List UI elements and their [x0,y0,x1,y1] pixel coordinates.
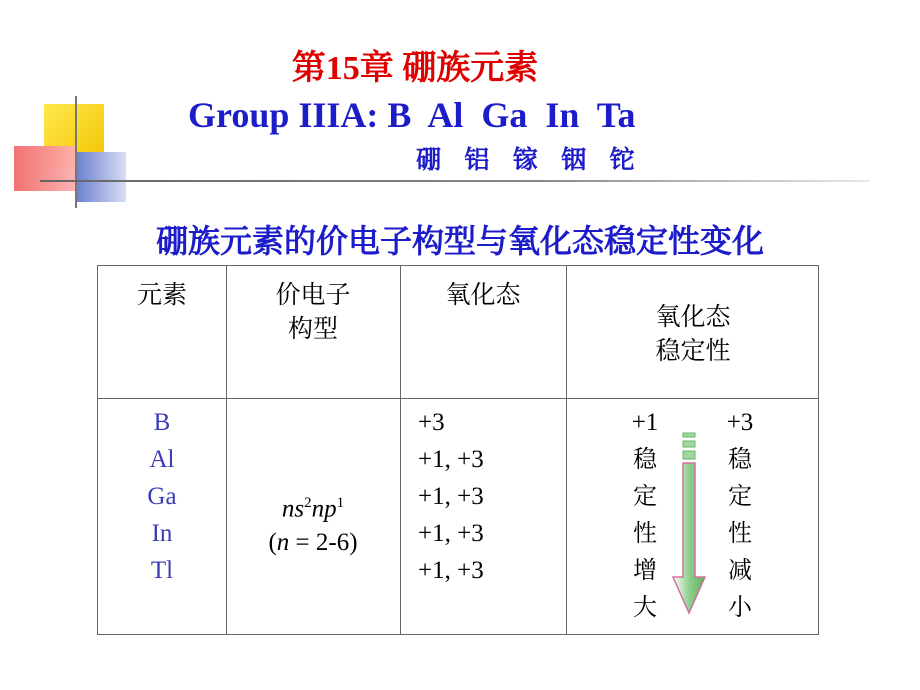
stability-right-column [720,404,760,626]
section-heading: 硼族元素的价电子构型与氧化态稳定性变化 [155,222,764,260]
element-symbol: Tl [150,557,174,584]
header-element: 元素 [136,280,187,309]
config-range [226,526,400,560]
oxidation-state: +3 [418,409,445,436]
config-ns: ns [281,495,305,523]
config-n: n [276,529,290,557]
element-table [97,265,819,635]
header-stability-line2: 稳定性 [655,336,731,365]
config-ns-sup: 2 [304,495,312,511]
decor-horizontal-rule [40,180,870,182]
elements-chinese-names: 硼 铝 镓 铟 铊 [416,145,637,174]
down-arrow-icon [671,431,707,617]
config-range-open: ( [268,529,277,557]
oxidation-state: +1, +3 [418,557,484,584]
element-symbol: Ga [147,483,177,510]
header-oxidation: 氧化态 [445,280,521,309]
stability-left-state: +1 [631,409,659,436]
valence-config [226,486,400,560]
stability-left-column [625,404,665,626]
config-formula [226,486,400,526]
element-symbol: B [153,409,171,436]
element-list [98,404,226,589]
stability-right-char: 定 [728,482,752,510]
header-stability [566,300,820,368]
header-stability-line1: 氧化态 [655,302,731,331]
stability-right-char: 稳 [728,445,752,473]
stability-right-char: 性 [728,519,752,547]
oxidation-state: +1, +3 [418,520,484,547]
table-header-divider [98,398,818,399]
element-symbol: Al [149,446,175,473]
oxidation-state: +1, +3 [418,446,484,473]
header-config [226,278,400,346]
group-title: Group IIIA: B Al Ga In Ta [188,95,636,135]
stability-right-char: 减 [728,556,752,584]
stability-left-char: 定 [633,482,657,510]
oxidation-list [418,404,484,589]
decor-vertical-line [75,96,77,208]
config-range-rest: = 2-6) [289,529,358,557]
stability-left-char: 增 [633,556,657,584]
stability-left-char: 稳 [633,445,657,473]
chapter-title-text: 第15章 硼族元素 [291,50,539,87]
element-symbol: In [151,520,173,547]
header-config-line1: 价电子 [275,280,351,309]
chapter-title [0,40,920,89]
config-np-sup: 1 [336,495,345,511]
decor-blue-square [76,152,126,202]
header-config-line2: 构型 [287,314,338,343]
stability-right-char: 小 [728,593,752,621]
table-divider [400,266,401,634]
config-np: np [311,495,337,523]
oxidation-state: +1, +3 [418,483,484,510]
stability-left-char: 大 [633,593,657,621]
stability-left-char: 性 [633,519,657,547]
decor-red-square [14,146,76,191]
stability-right-state: +3 [726,409,754,436]
